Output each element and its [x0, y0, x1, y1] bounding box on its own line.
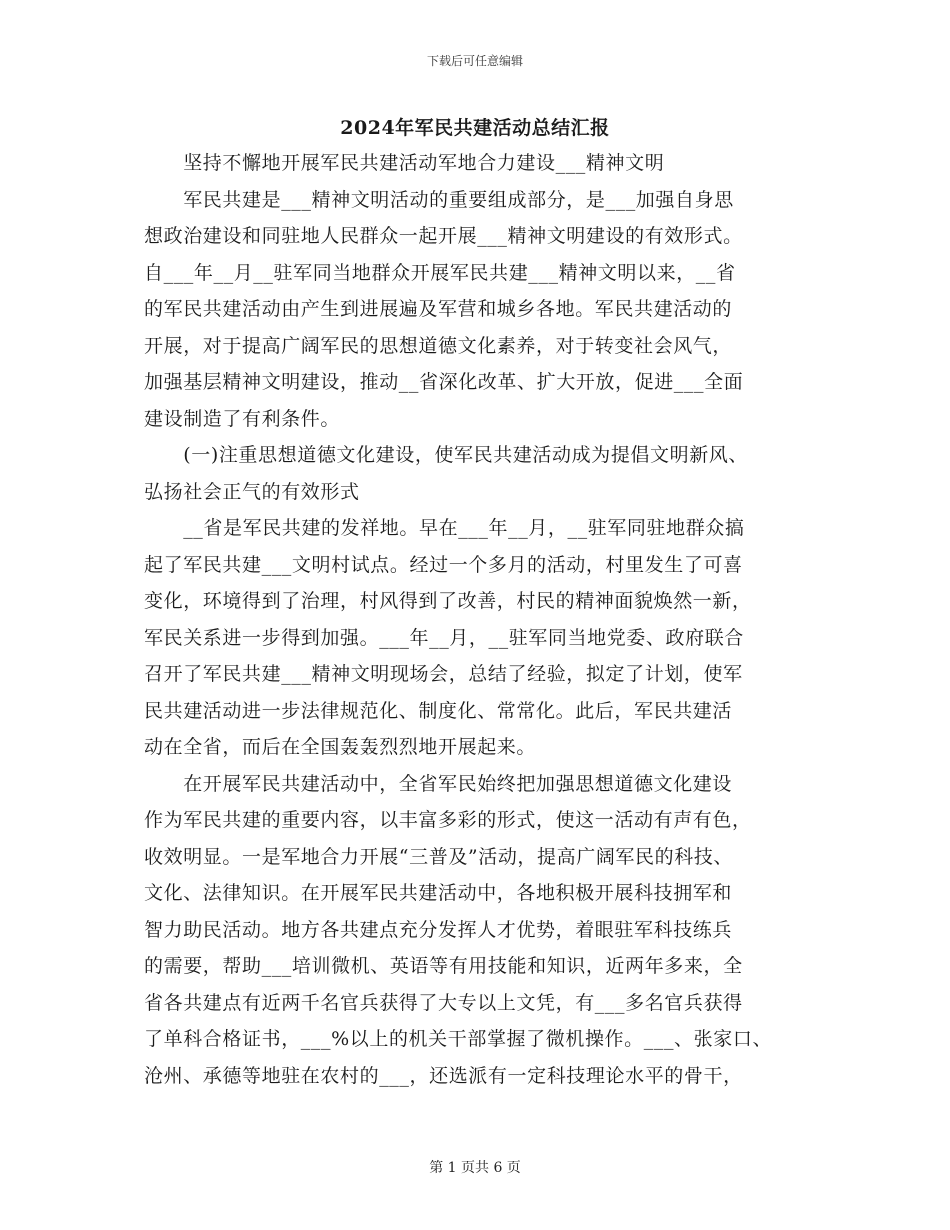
document-body [144, 145, 808, 1094]
text-line: 加强基层精神文明建设，推动__省深化改革、扩大开放，促进___全面 [144, 371, 744, 393]
text-line: 军民共建是___精神文明活动的重要组成部分，是___加强自身思 [144, 188, 734, 211]
document-title: 2024年军民共建活动总结汇报 [340, 117, 610, 139]
text-line: 了单科合格证书，___%以上的机关干部掌握了微机操作。___、张家口、 [144, 1028, 773, 1050]
text-line: 的需要，帮助___培训微机、英语等有用技能和知识，近两年多来，全 [144, 955, 743, 977]
text-line: 变化，环境得到了治理，村风得到了改善，村民的精神面貌焕然一新， [144, 590, 752, 612]
text-line: 收效明显。一是军地合力开展“三普及”活动，提高广阔军民的科技、 [144, 845, 734, 868]
text-line: 省各共建点有近两千名官兵获得了大专以上文凭，有___多名官兵获得 [144, 991, 743, 1014]
text-line: 起了军民共建___文明村试点。经过一个多月的活动，村里发生了可喜 [144, 553, 743, 576]
text-line: __省是军民共建的发祥地。早在___年__月，__驻军同驻地群众搞 [144, 517, 745, 539]
text-line: 作为军民共建的重要内容，以丰富多彩的形式，使这一活动有声有色， [144, 809, 752, 831]
text-line: 的军民共建活动由产生到进展遍及军营和城乡各地。军民共建活动的 [144, 298, 733, 320]
text-line: 军民关系进一步得到加强。___年__月，__驻军同当地党委、政府联合 [144, 626, 744, 649]
text-line: 想政治建设和同驻地人民群众一起开展___精神文明建设的有效形式。 [144, 225, 743, 247]
page-footer: 第 1 页共 6 页 [429, 1160, 521, 1176]
text-line: 民共建活动进一步法律规范化、制度化、常常化。此后，军民共建活 [144, 699, 733, 722]
text-line: 召开了军民共建___精神文明现场会，总结了经验，拟定了计划，使军 [144, 663, 743, 685]
text-line: 在开展军民共建活动中，全省军民始终把加强思想道德文化建设 [144, 772, 733, 795]
text-line: 动在全省，而后在全国轰轰烈烈地开展起来。 [144, 736, 537, 758]
text-line: 开展，对于提高广阔军民的思想道德文化素养，对于转变社会风气， [144, 334, 733, 357]
text-line: 建设制造了有利条件。 [144, 407, 341, 430]
text-line: 自___年__月__驻军同当地群众开展军民共建___精神文明以来，__省 [144, 261, 736, 284]
text-line: 文化、法律知识。在开展军民共建活动中，各地积极开展科技拥军和 [144, 882, 733, 904]
header-note: 下载后可任意编辑 [426, 54, 523, 68]
text-line: (一)注重思想道德文化建设，使军民共建活动成为提倡文明新风、 [144, 444, 749, 466]
text-line: 坚持不懈地开展军民共建活动军地合力建设___精神文明 [144, 152, 665, 174]
text-line: 弘扬社会正气的有效形式 [144, 480, 360, 503]
text-line: 沧州、承德等地驻在农村的___，还选派有一定科技理论水平的骨干， [144, 1064, 743, 1087]
text-line: 智力助民活动。地方各共建点充分发挥人才优势，着眼驻军科技练兵 [144, 918, 733, 941]
